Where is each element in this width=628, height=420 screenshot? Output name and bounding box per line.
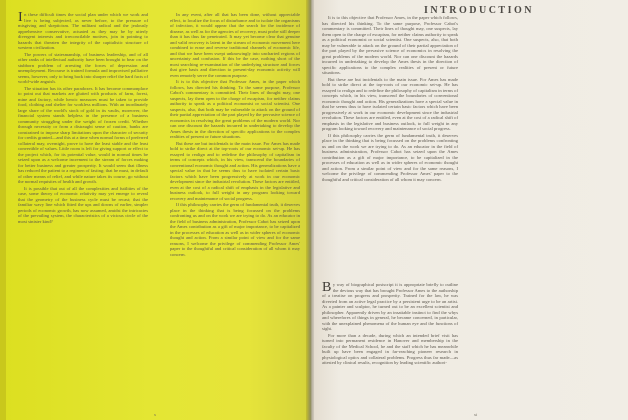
paragraph: It is to this objective that Professor Ames, in the paper which follows, has directed his thinking. To the same purpose, Professor Cabot's commentary is committed. Their lines of thought may, one suspects, lay them open to the charge of escapism, for neither claims authority to speak as a political economist or social scientist. One suspects, also, that both may be vulnerable to attack on the ground of their partial appreciation of the part played by the pervasive science of economics in resolving the great problems of the modern world. Nor can one discount the hazards incurred in undertaking to develop the Ames thesis in the direction of specific applications to the complex realities of present or future situations. (170, 79, 300, 139)
paragraph: The powers of statesmanship, of business leadership, and of all other ranks of intellectual authority have been brought to bear on the stubborn problem of arresting the forces of depression and unemployment. Recourse is trained formula and improvised palliative seems, however, only to bring back into sharper relief the hard facts of world-wide anguish. (18, 51, 148, 84)
drop-cap-letter: I (18, 10, 23, 25)
paragraph: But these are but incidentals to the main issue. For Ames has made bold to strike direct at the top-roots of our economic set-up. He has essayed to realign and to redefine the philosophy of capitalism in terms of concepts which, in his view, transcend the boundaries of conventional economic thought and action. His generalizations have a special value in that he seems thus to have isolated certain basic factors which have been progressively at work in our economic development since the industrial revolution. These factors are entitled, even at the cost of a radical shift of emphasis in the legislative and business outlook, to full weight in any program looking toward recovery and maintenance of social progress. (170, 140, 300, 201)
right-page (314, 0, 628, 420)
paragraph: If this philosophy carries the germ of fundamental truth, it deserves place in the thinking that is being focussed on the problems confronting us and on the work we are trying to do. As an educator in the field of business administration, Professor Cabot has seized upon the Ames contribution as a gift of major importance, to be capitalized in the processes of education as well as in wider spheres of economic thought and action. From a similar point of view and for the same reasons, I welcome the privilege of commending Professor Ames' paper to the thoughtful and critical consideration of all whom it may concern. (322, 132, 458, 182)
paragraph: It is possible that out of all the complexities and futilities of the case, some theory of economic relativity may yet emerge to reveal that the geometry of the business cycle must be recast; that the familiar wavy line which fitted the ups and downs of earlier, simpler periods of economic growth, has now assumed, amidst the intricacies of the prevailing system, the characteristics of a vicious circle of the most sinister kind? (18, 185, 148, 224)
paragraph: In these difficult times the social plan under which we work and live is being subjected, as never before, to the pressure of misgiving and skepticism. The militant radical and the jealously apprehensive conservative, actuated as they may be by utterly divergent interests and irreconcilable motives, join in pointing to hazards that threaten the integrity of the capitalistic structure of western civilization. (18, 10, 148, 50)
left-page-column-1 (18, 12, 148, 412)
paragraph: In any event, after all that has been done, without appreciable effect, to localize the focus of disturbance and to isolate the organisms of infection, it would appear that the search for the incidence of disease, as well as for the agencies of recovery, must probe still deeper than it has thus far penetrated. It may yet become clear that genuine and valid recovery is latent in the stream of economic movement here combined to erase and reverse traditional channels of economic life, and that we have been swept unknowingly into uncharted regions of uncertainty and confusion. If this be the case, nothing short of the most searching re-examination of the underlying structure and forces that give basis and direction to present-day economic activity will even remotely serve the common purpose. (170, 12, 300, 78)
right-page-column-2 (322, 282, 458, 412)
left-page (0, 0, 310, 420)
page-number-left: x (154, 412, 156, 417)
drop-cap-letter: B (322, 280, 332, 295)
paragraph: For more than a decade, during which an intended brief visit has turned into permanent residence in Hanover and membership in the faculty of the Medical School, he and the staff which he has meanwhile built up have been engaged in far-reaching pioneer research in physiological optics and collateral problems. Progress thus far made—as attested by clinical results, recognition by leading scientific authori- (322, 332, 458, 365)
paragraph: It is to this objective that Professor Ames, in the paper which follows, has directed his thinking. To the same purpose, Professor Cabot's commentary is committed. Their lines of thought may, one suspects, lay them open to the charge of escapism, for neither claims authority to speak as a political economist or social scientist. One suspects, also, that both may be vulnerable to attack on the ground of their partial appreciation of the part played by the pervasive science of economics in resolving the great problems of the modern world. Nor can one discount the hazards incurred in undertaking to develop the Ames thesis in the direction of specific applications to the complex realities of present or future situations. (322, 15, 458, 75)
left-page-column-2 (170, 12, 300, 410)
paragraph: The situation has its other paradoxes. It has become commonplace to point out that markets are glutted with products of farm, forest, mine and factory, while heroic measures must be taken to provide food, clothing and shelter for workless millions. With an inordinately large share of the world's stock of gold in its vaults, moreover, the financial system stands helpless in the presence of a business community struggling under the weight of frozen credit. Whether through necessity or from a distraught sense of caution, banks are constrained to impose sharp limitations upon the character of security for credits granted—and this at a time when normal forms of preferred collateral may, overnight, prove to have the least stable and the least convertible of values. Little room is left for giving support or effect to the project which, for its potential value, would in normal times be seized upon as a welcome increment to the stream of forces making for better business and greater prosperity. It would seem that illness has reduced the patient to a regimen of fasting; that he must, in default of other means of relief, and while nature takes its course, go without the normal requisites of health and growth. (18, 85, 148, 184)
paragraph: If this philosophy carries the germ of fundamental truth, it deserves place in the thinking that is being focussed on the problems confronting us and on the work we are trying to do. As an educator in the field of business administration, Professor Cabot has seized upon the Ames contribution as a gift of major importance, to be capitalized in the processes of education as well as in wider spheres of economic thought and action. From a similar point of view and for the same reasons, I welcome the privilege of commending Professor Ames' paper to the thoughtful and critical consideration of all whom it may concern. (170, 202, 300, 257)
paragraph: By way of biographical postscript it is appropriate briefly to outline the devious way that has brought Professor Ames to the authorship of a treatise on progress and prosperity. Trained for the law, he was diverted from an active legal practice by a persistent urge to be an artist. As a painter and sculptor, he turned out to be an excellent scientist and philosopher. Apparently driven by an insatiable instinct to find the whys and wherefores of things in general, he became concerned, in particular, with the unexplained phenomena of the human eye and the functions of sight. (322, 280, 458, 331)
page-number-right: xi (474, 412, 478, 417)
right-page-column-1 (322, 15, 458, 273)
page-heading: INTRODUCTION (423, 5, 534, 16)
paragraph: But these are but incidentals to the main issue. For Ames has made bold to strike direct at the top-roots of our economic set-up. He has essayed to realign and to redefine the philosophy of capitalism in terms of concepts which, in his view, transcend the boundaries of conventional economic thought and action. His generalizations have a special value in that he seems thus to have isolated certain basic factors which have been progressively at work in our economic development since the industrial revolution. These factors are entitled, even at the cost of a radical shift of emphasis in the legislative and business outlook, to full weight in any program looking toward recovery and maintenance of social progress. (322, 76, 458, 131)
